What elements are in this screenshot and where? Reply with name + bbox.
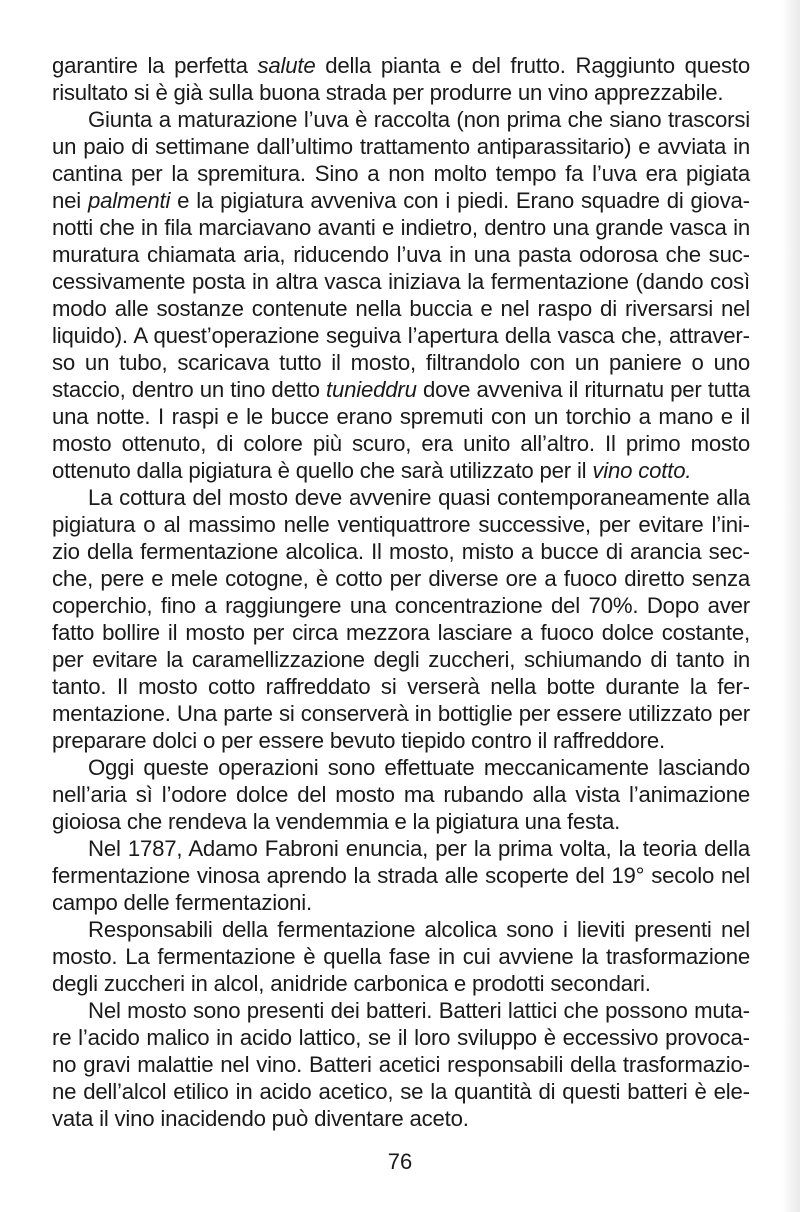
text-run: e la pigiatura avveniva con i piedi. Erano squadre di giovanotti che in fila marciavano avanti e indietro, dentro una grande vasca in muratura chiamata aria, riducendo l’uva in una pasta odorosa che successivamente posta in altra vasca iniziava la fermentazione (dando così modo alle sostanze contenute nella buccia e nel raspo di riversarsi nel liquido). A quest’operazione seguiva l’apertura della vasca che, attraverso un tubo, scaricava tutto il mosto, filtrandolo con un paniere o uno staccio, dentro un tino detto xyxy=(52,188,750,402)
text-run: della pianta e del frutto. Raggiunto questo risultato si è già sulla buona strada per produrre un vino apprezzabile. xyxy=(52,53,750,105)
paragraph xyxy=(52,916,750,997)
paragraph xyxy=(52,106,750,484)
paragraph xyxy=(52,754,750,835)
page-number: 76 xyxy=(387,1149,413,1174)
paragraph xyxy=(52,835,750,916)
text-run: dove avveniva il riturnatu per tutta una notte. I raspi e le bucce erano spremuti con un torchio a mano e il mosto ottenuto, di colore più scuro, era unito all’altro. Il primo mosto ottenuto dalla pigiatura è quello che sarà utilizzato per il xyxy=(52,377,750,483)
text-run: Nel 1787, Adamo Fabroni enuncia, per la prima volta, la teoria della fermentazione vinosa aprendo la strada alle scoperte del 19° secolo nel campo delle fermentazioni. xyxy=(52,836,750,915)
body-text xyxy=(52,52,750,1132)
paragraph xyxy=(52,52,750,106)
page-edge-shadow xyxy=(782,0,800,1212)
italic-term: palmenti xyxy=(87,188,171,213)
text-run: Giunta a maturazione l’uva è raccolta (non prima che siano trascorsi un paio di settimane dall’ultimo trattamento antiparassitario) e avviata in cantina per la spremitura. Sino a non molto tempo fa l’uva era pigiata nei xyxy=(52,107,750,213)
text-run: Oggi queste operazioni sono effettuate meccanicamente lasciando nell’aria sì l’odore dolce del mosto ma rubando alla vista l’animazione gioiosa che rendeva la vendemmia e la pigiatura una festa. xyxy=(52,755,750,834)
paragraph xyxy=(52,997,750,1132)
text-run: La cottura del mosto deve avvenire quasi contemporaneamente alla pigiatura o al massimo nelle ventiquattrore successive, per evitare l’inizio della fermentazione alcolica. Il mosto, misto a bucce di arancia secche, pere e mele cotogne, è cotto per diverse ore a fuoco diretto senza coperchio, fino a raggiungere una concentrazione del 70%. Dopo aver fatto bollire il mosto per circa mezzora lasciare a fuoco dolce costante, per evitare la caramellizzazione degli zuccheri, schiumando di tanto in tanto. Il mosto cotto raffreddato si verserà nella botte durante la fermentazione. Una parte si conserverà in bottiglie per essere utilizzato per preparare dolci o per essere bevuto tiepido contro il raffreddore. xyxy=(52,485,750,753)
text-run: Nel mosto sono presenti dei batteri. Batteri lattici che possono mutare l’acido malico in acido lattico, se il loro sviluppo è eccessivo provocano gravi malattie nel vino. Batteri acetici responsabili della trasformazione dell’alcol etilico in acido acetico, se la quantità di questi batteri è elevata il vino inacidendo può diventare aceto. xyxy=(52,998,750,1131)
italic-term: salute xyxy=(257,53,316,78)
paragraph xyxy=(52,484,750,754)
text-run: garantire la perfetta xyxy=(52,53,258,78)
italic-term: tunieddru xyxy=(326,377,417,402)
italic-term: vino cotto. xyxy=(592,458,692,483)
text-run: Responsabili della fermentazione alcolica sono i lieviti presenti nel mosto. La fermentazione è quella fase in cui avviene la trasformazione degli zuccheri in alcol, anidride carbonica e prodotti secondari. xyxy=(52,917,750,996)
